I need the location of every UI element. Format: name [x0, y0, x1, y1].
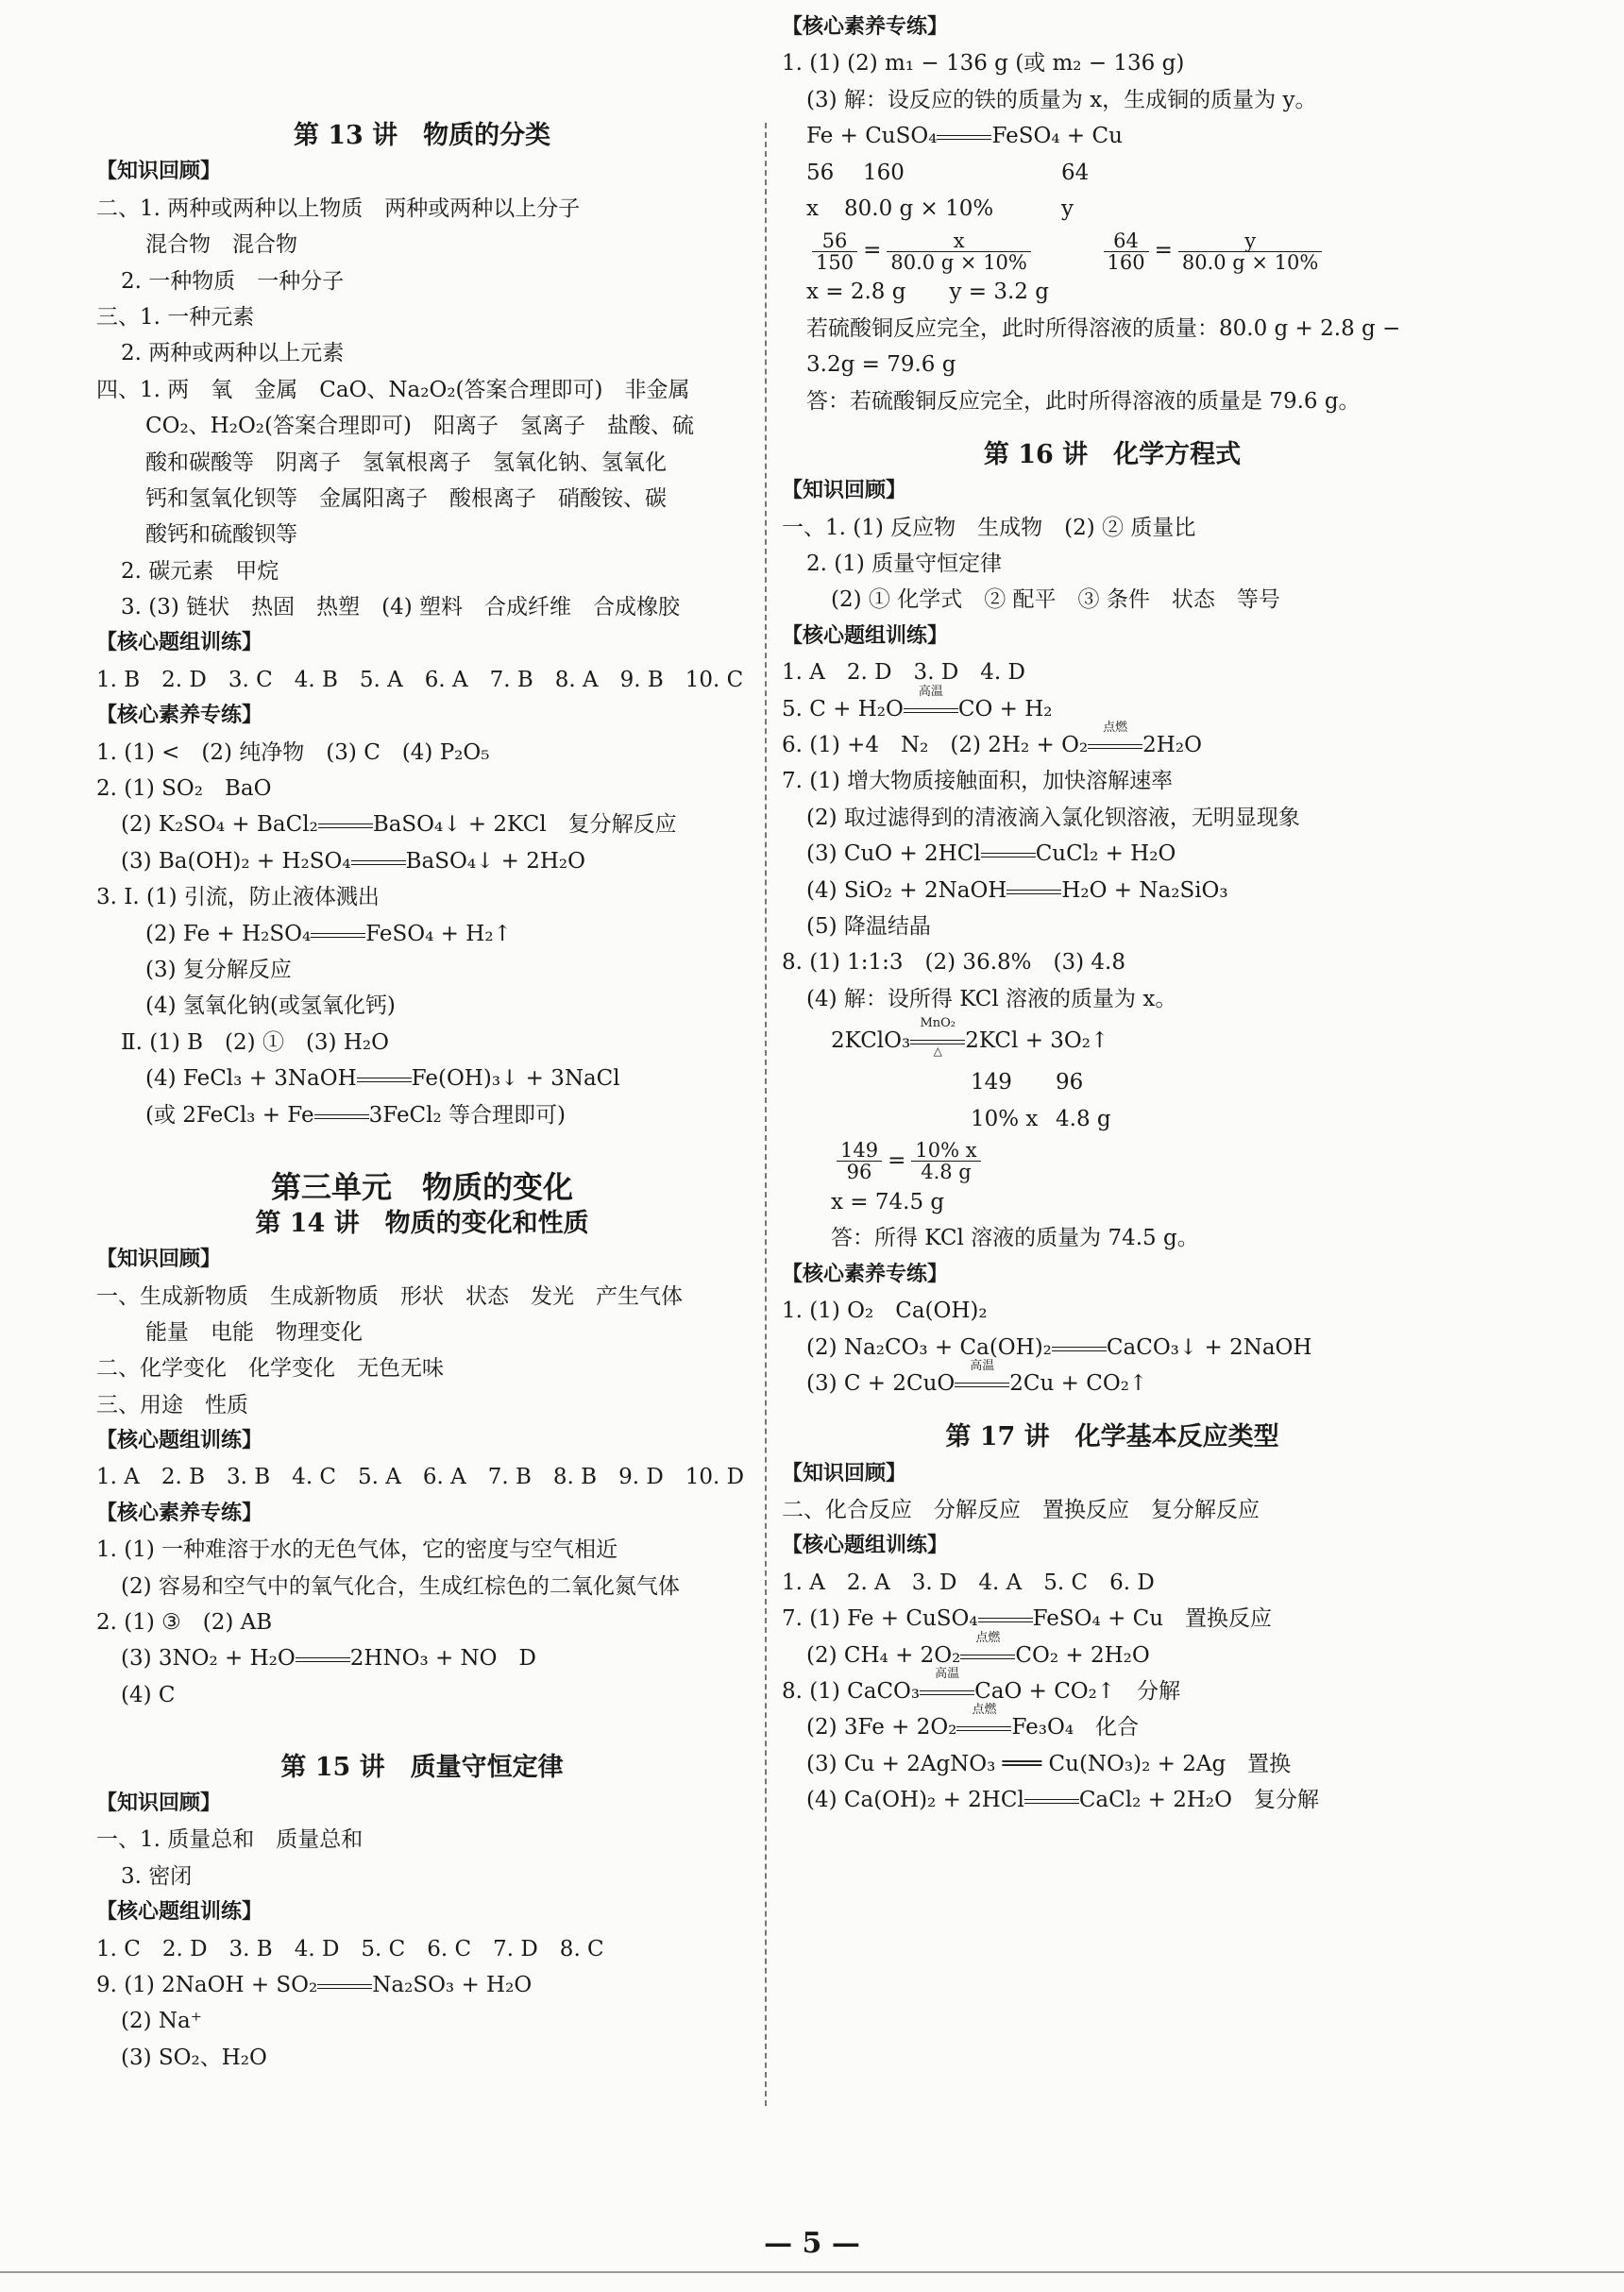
- answer-line: 二、化学变化 化学变化 无色无味: [96, 1356, 444, 1382]
- reaction-arrow: 高温: [955, 1375, 1009, 1394]
- section-label: 【核心题组训练】: [96, 1429, 263, 1453]
- equation-line: Fe + CuSO₄ FeSO₄ + Cu: [806, 124, 1123, 149]
- proportion-line: $\frac{149}{96}$ = $\frac{10\% x}{4.8 g}$: [782, 1137, 1443, 1184]
- reaction-arrow: [311, 925, 365, 944]
- right-column: [782, 9, 1443, 1819]
- fraction: $\frac{56}{150}$: [812, 230, 857, 273]
- ratio-line: 10% x 4.8 g: [971, 1106, 1111, 1131]
- equation-line: (2) Na₂CO₃ + Ca(OH)₂ CaCO₃↓ + 2NaOH: [806, 1334, 1312, 1360]
- answer-line: 8. (1) 1:1:3 (2) 36.8% (3) 4.8: [782, 950, 1125, 976]
- reaction-arrow: [357, 1070, 412, 1089]
- reaction-arrow: [981, 845, 1036, 864]
- answer-line: (2) ① 化学式 ② 配平 ③ 条件 状态 等号: [831, 587, 1280, 613]
- reaction-arrow: MnO₂ △: [910, 1032, 965, 1051]
- answer-line: 一、生成新物质 生成新物质 形状 状态 发光 产生气体: [96, 1283, 683, 1309]
- answer-line: 2. (1) SO₂ BaO: [96, 776, 272, 802]
- equation-line: 8. (1) CaCO₃ 高温 CaO + CO₂↑ 分解: [782, 1667, 1181, 1705]
- fraction: $\frac{y}{80.0 g \times 10\%}$: [1178, 230, 1323, 273]
- answer-line: 1. (1) (2) m₁ − 136 g (或 m₂ − 136 g): [782, 51, 1185, 76]
- answer-line: 三、用途 性质: [96, 1392, 248, 1418]
- equation-line: (2) 3Fe + 2O₂ 点燃 Fe₃O₄ 化合: [806, 1703, 1140, 1740]
- answer-line: 1. A 2. D 3. D 4. D: [782, 660, 1025, 686]
- reaction-arrow: [317, 1977, 372, 1995]
- answer-line: 酸和碳酸等 阴离子 氢氧根离子 氢氧化钠、氢氧化: [145, 450, 667, 475]
- fraction: $\frac{149}{96}$: [837, 1140, 882, 1182]
- answer-line: 2. 碳元素 甲烷: [121, 558, 279, 584]
- answer-line: x = 74.5 g: [831, 1189, 945, 1214]
- section-label: 【核心素养专练】: [782, 1262, 949, 1286]
- answer-line: 2. 一种物质 一种分子: [121, 268, 345, 294]
- reaction-arrow: 高温: [920, 1683, 974, 1702]
- section-label: 【核心题组训练】: [782, 1534, 949, 1558]
- section-label: 【知识回顾】: [782, 479, 907, 503]
- answer-line: (3) Cu + 2AgNO₃ ═══ Cu(NO₃)₂ + 2Ag 置换: [806, 1751, 1292, 1776]
- answer-line: 3.2g = 79.6 g: [806, 352, 956, 378]
- answer-line: 3. Ⅰ. (1) 引流，防止液体溅出: [96, 885, 380, 910]
- equation-line: 5. C + H₂O 高温 CO + H₂: [782, 684, 1053, 722]
- ratio-line: x 80.0 g × 10% y: [806, 195, 1074, 221]
- answer-line: 2. (1) 质量守恒定律: [806, 552, 1003, 577]
- answer-line: 3. 密闭: [121, 1863, 193, 1889]
- answer-line: (2) Na⁺: [121, 2009, 202, 2034]
- answer-line: 钙和氢氧化钡等 金属阳离子 酸根离子 硝酸铵、碳: [145, 485, 667, 511]
- answer-line: 四、1. 两 氧 金属 CaO、Na₂O₂(答案合理即可) 非金属: [96, 377, 690, 402]
- equation-line: 7. (1) Fe + CuSO₄ FeSO₄ + Cu 置换反应: [782, 1606, 1273, 1632]
- unit-title: 第三单元 物质的变化: [270, 1169, 573, 1206]
- equation-line: (3) C + 2CuO 高温 2Cu + CO₂↑: [806, 1358, 1148, 1396]
- reaction-arrow: [1007, 882, 1061, 901]
- equation-line: (4) Ca(OH)₂ + 2HCl CaCl₂ + 2H₂O 复分解: [806, 1788, 1319, 1813]
- proportion-line: $\frac{56}{150}$ = $\frac{x}{80.0 g \times 10\%}$ $\frac{64}{160}$ = $\frac{y}{80.0 g \times 10\%}$: [782, 227, 1443, 274]
- equation-line: (或 2FeCl₃ + Fe 3FeCl₂ 等合理即可): [145, 1102, 567, 1128]
- section-17-title: 第 17 讲 化学基本反应类型: [945, 1422, 1279, 1452]
- answer-line: (3) SO₂、H₂O: [121, 2045, 267, 2070]
- section-label: 【知识回顾】: [96, 1248, 222, 1272]
- answer-line: 1. (1) 一种难溶于水的无色气体，它的密度与空气相近: [96, 1537, 618, 1563]
- equation-line: (2) K₂SO₄ + BaCl₂ BaSO₄↓ + 2KCl 复分解反应: [121, 812, 677, 838]
- spacer: [782, 419, 1443, 437]
- section-16-title: 第 16 讲 化学方程式: [983, 439, 1242, 469]
- fraction: $\frac{64}{160}$: [1104, 230, 1149, 273]
- section-14-title: 第 14 讲 物质的变化和性质: [255, 1208, 589, 1238]
- answer-line: 一、1. 质量总和 质量总和: [96, 1827, 364, 1853]
- answer-line: (2) 容易和空气中的氧气化合，生成红棕色的二氧化氮气体: [121, 1573, 680, 1599]
- equation-line: (4) FeCl₃ + 3NaOH Fe(OH)₃↓ + 3NaCl: [145, 1066, 620, 1092]
- answer-line: x = 2.8 g y = 3.2 g: [806, 280, 1049, 305]
- ratio-line: 56 160 64: [806, 160, 1090, 185]
- section-label: 【核心素养专练】: [782, 15, 949, 39]
- spacer: [96, 1133, 748, 1169]
- ratio-line: 149 96: [971, 1070, 1084, 1095]
- reaction-arrow: [314, 1107, 369, 1126]
- equation-line: (3) CuO + 2HCl CuCl₂ + H₂O: [806, 841, 1176, 867]
- section-label: 【核心题组训练】: [96, 1900, 263, 1925]
- spacer: [96, 1713, 748, 1749]
- answer-line: (4) 解：设所得 KCl 溶液的质量为 x。: [806, 986, 1177, 1011]
- answer-line: 能量 电能 物理变化: [145, 1319, 363, 1345]
- reaction-arrow: [296, 1650, 350, 1669]
- reaction-arrow: 高温: [904, 701, 958, 720]
- answer-line: Ⅱ. (1) B (2) ① (3) H₂O: [121, 1029, 389, 1055]
- fraction: $\frac{10\% x}{4.8 g}$: [911, 1140, 980, 1182]
- section-label: 【知识回顾】: [782, 1461, 907, 1486]
- answer-line: (4) C: [121, 1682, 176, 1707]
- answer-line: 2. (1) ③ (2) AB: [96, 1610, 273, 1636]
- answer-line: 若硫酸铜反应完全，此时所得溶液的质量：80.0 g + 2.8 g −: [806, 315, 1401, 341]
- equation-line: (4) SiO₂ + 2NaOH H₂O + Na₂SiO₃: [806, 877, 1228, 903]
- answer-line: 1. (1) O₂ Ca(OH)₂: [782, 1299, 988, 1324]
- equation-line: (3) Ba(OH)₂ + H₂SO₄ BaSO₄↓ + 2H₂O: [121, 848, 585, 874]
- reaction-arrow: 点燃: [1088, 737, 1142, 756]
- left-column: [96, 118, 748, 2076]
- reaction-arrow: [351, 853, 406, 872]
- fraction: $\frac{x}{80.0 g \times 10\%}$: [887, 230, 1031, 273]
- reaction-arrow: 点燃: [960, 1647, 1015, 1666]
- column-divider: [765, 123, 767, 2106]
- answer-line: 3. (3) 链状 热固 热塑 (4) 塑料 合成纤维 合成橡胶: [121, 595, 681, 620]
- section-label: 【核心素养专练】: [96, 704, 263, 728]
- answer-line: 混合物 混合物: [145, 232, 297, 258]
- answer-line: 1. A 2. A 3. D 4. A 5. C 6. D: [782, 1570, 1155, 1595]
- answer-line: (4) 氢氧化钠(或氢氧化钙): [145, 993, 396, 1019]
- equation-line: (2) Fe + H₂SO₄ FeSO₄ + H₂↑: [145, 921, 512, 946]
- answer-line: 2. 两种或两种以上元素: [121, 341, 345, 366]
- answer-line: (2) 取过滤得到的清液滴入氯化钡溶液，无明显现象: [806, 805, 1300, 830]
- answer-line: 三、1. 一种元素: [96, 304, 255, 330]
- page-number: — 5 —: [764, 2227, 860, 2260]
- answer-line: 1. A 2. B 3. B 4. C 5. A 6. A 7. B 8. B 9. D 10. D: [96, 1465, 745, 1490]
- answer-line: 1. (1) < (2) 纯净物 (3) C (4) P₂O₅: [96, 739, 490, 765]
- section-label: 【核心题组训练】: [782, 623, 949, 648]
- answer-line: 答：所得 KCl 溶液的质量为 74.5 g。: [831, 1226, 1199, 1251]
- equation-line: 2KClO₃ MnO₂ △ 2KCl + 3O₂↑: [831, 1016, 1109, 1059]
- answer-line: (3) 复分解反应: [145, 957, 292, 982]
- answer-line: (3) 解：设反应的铁的质量为 x，生成铜的质量为 y。: [806, 87, 1317, 112]
- equation-line: 6. (1) +4 N₂ (2) 2H₂ + O₂ 点燃 2H₂O: [782, 721, 1202, 758]
- answer-line: (5) 降温结晶: [806, 913, 931, 939]
- equation-line: (3) 3NO₂ + H₂O 2HNO₃ + NO D: [121, 1646, 536, 1672]
- reaction-arrow: [937, 127, 991, 146]
- section-15-title: 第 15 讲 质量守恒定律: [280, 1752, 564, 1782]
- answer-line: 二、化合反应 分解反应 置换反应 复分解反应: [782, 1498, 1260, 1523]
- section-13-title: 第 13 讲 物质的分类: [293, 121, 551, 150]
- answer-line: 7. (1) 增大物质接触面积，加快溶解速率: [782, 769, 1174, 794]
- answer-line: 二、1. 两种或两种以上物质 两种或两种以上分子: [96, 195, 581, 221]
- spacer: [782, 1401, 1443, 1419]
- reaction-arrow: 点燃: [956, 1719, 1011, 1738]
- reaction-arrow: [318, 816, 373, 835]
- answer-line: 一、1. (1) 反应物 生成物 (2) ② 质量比: [782, 515, 1196, 540]
- section-label: 【核心题组训练】: [96, 631, 263, 655]
- answer-line: 答：若硫酸铜反应完全，此时所得溶液的质量是 79.6 g。: [806, 388, 1361, 414]
- answer-line: CO₂、H₂O₂(答案合理即可) 阳离子 氢离子 盐酸、硫: [145, 414, 694, 439]
- answer-line: 1. C 2. D 3. B 4. D 5. C 6. C 7. D 8. C: [96, 1936, 604, 1961]
- equation-line: (2) CH₄ + 2O₂ 点燃 CO₂ + 2H₂O: [806, 1630, 1150, 1668]
- answer-line: 酸钙和硫酸钡等: [145, 522, 297, 548]
- section-label: 【知识回顾】: [96, 160, 222, 184]
- equation-line: 9. (1) 2NaOH + SO₂ Na₂SO₃ + H₂O: [96, 1972, 533, 1997]
- bottom-rule: [0, 2271, 1624, 2273]
- section-label: 【知识回顾】: [96, 1791, 222, 1815]
- section-label: 【核心素养专练】: [96, 1501, 263, 1525]
- answer-line: 1. B 2. D 3. C 4. B 5. A 6. A 7. B 8. A 9. B 10. C: [96, 667, 744, 692]
- reaction-arrow: [1024, 1791, 1079, 1810]
- reaction-arrow: [1052, 1339, 1107, 1358]
- reaction-arrow: [978, 1610, 1033, 1629]
